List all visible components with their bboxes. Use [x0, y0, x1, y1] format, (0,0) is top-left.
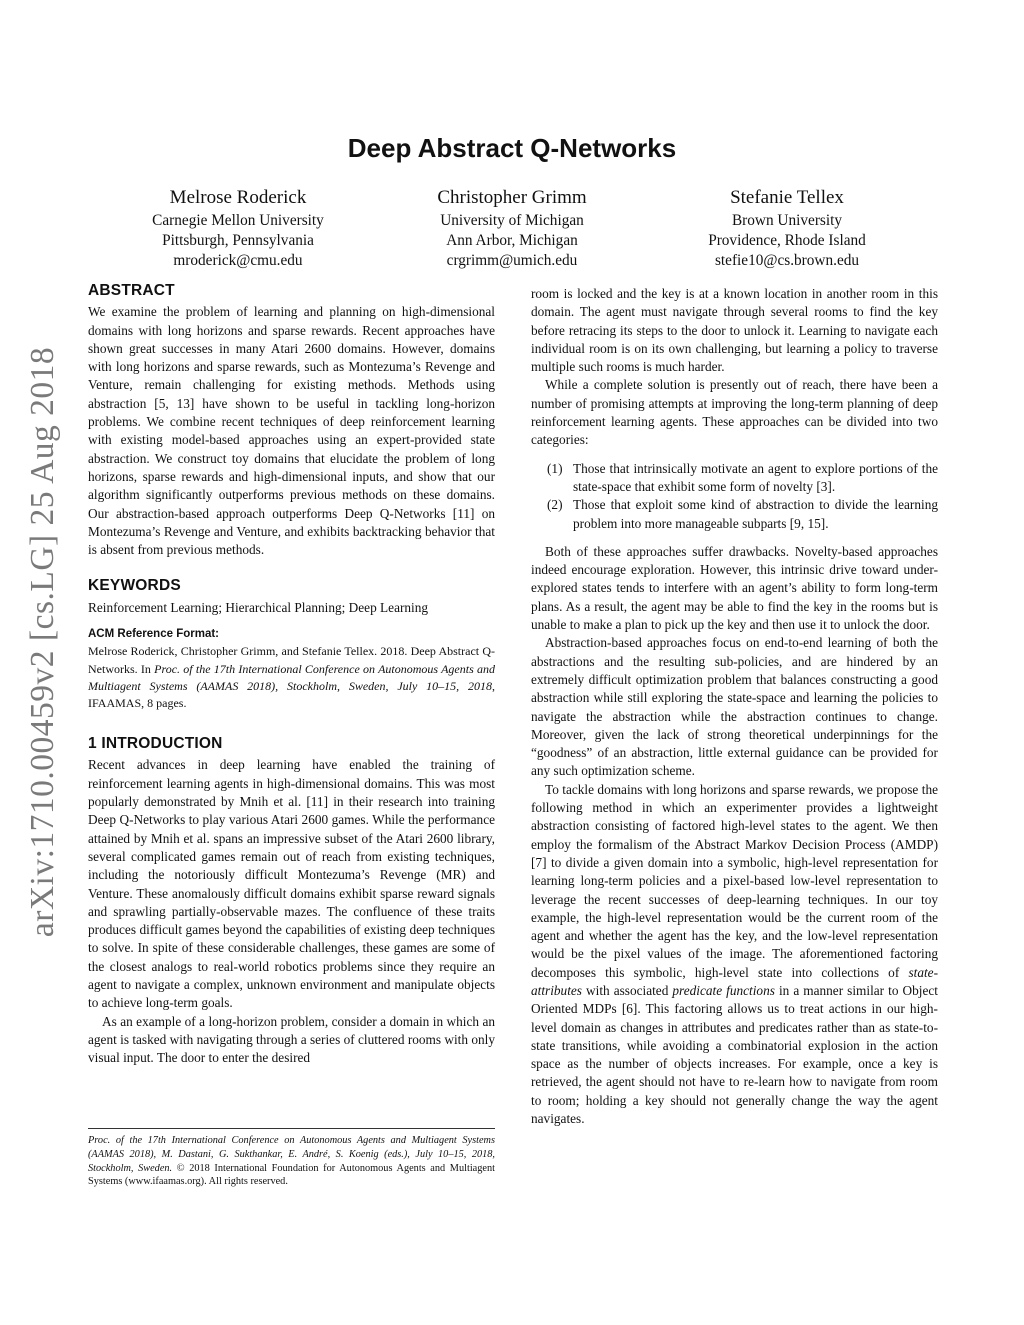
acm-reference-authors: Melrose Roderick, Christopher Grimm, and Stefanie Tellex. 2018. Deep Abstract Q-Networks. In: [88, 644, 495, 676]
list-item: [531, 496, 938, 533]
author-name: Melrose Roderick: [169, 187, 307, 208]
body-paragraph-5-part-b: with associated: [581, 982, 673, 998]
arxiv-stamp: arXiv:1710.00459v2 [cs.LG] 25 Aug 2018: [24, 346, 61, 938]
term-state-attributes: state-attributes: [531, 964, 938, 998]
author-affiliation: Carnegie Mellon University: [152, 212, 324, 229]
author-block-1: [88, 185, 388, 271]
author-email: crgrimm@umich.edu: [446, 252, 578, 269]
body-paragraph-4: Abstraction-based approaches focus on end-to-end learning of both the abstractions and the resulting sub-policies, and are hindered by an extremely difficult optimization problem that balances constructing a good abstraction while still exploring the state-space and learning the policies to navigate the abstraction while the abstraction continues to change. Moreover, given the lack of strong theoretical underpinnings for the “goodness” of an abstraction, little external guidance can be provided for any such optimization scheme.: [531, 635, 938, 779]
left-column: [88, 282, 495, 1068]
keywords-text: Reinforcement Learning; Hierarchical Planning; Deep Learning: [88, 599, 429, 615]
author-location: Pittsburgh, Pennsylvania: [162, 232, 314, 249]
footnote: [88, 1128, 495, 1189]
author-email: mroderick@cmu.edu: [173, 252, 303, 269]
introduction-paragraph-2: As an example of a long-horizon problem, consider a domain in which an agent is tasked with navigating through a series of cluttered rooms with only visual input. The door to enter the desired: [88, 1013, 495, 1066]
author-location: Providence, Rhode Island: [708, 232, 866, 249]
acm-reference-venue: Proc. of the 17th International Conference on Autonomous Agents and Multiagent Systems (AAMAS 2018), Stockholm, Sweden, July 10–15, 2018: [88, 661, 495, 693]
author-name: Stefanie Tellex: [730, 187, 844, 208]
body-paragraph-5-part-a: To tackle domains with long horizons and sparse rewards, we propose the following method in which an experimenter provides a lightweight abstraction consisting of factored high-level states to the agent. We then employ the formalism of the Abstract Markov Decision Process (AMDP) [7] to divide a given domain into a symbolic, high-level representation for learning long-term policies and a pixel-based low-level representation to leverage the recent successes of deep-learning techniques. In our toy example, the high-level representation would be the current room of the agent and whether the agent has the key, and the low-level representation would be the pixel values of the image. The aforementioned factoring decomposes this symbolic, high-level state into collections of: [531, 781, 938, 980]
paper-title: Deep Abstract Q-Networks: [347, 133, 677, 163]
abstract-text: We examine the problem of learning and planning on high-dimensional domains with long horizons and sparse rewards. Recent approaches have shown great successes in many Atari 2600 domains. However, domains with long horizons and sparse rewards, such as Montezuma’s Revenge and Venture, remain challenging for existing methods. Methods using abstraction [5, 13] have shown to be useful in tackling long-horizon problems. We combine recent techniques of deep reinforcement learning with existing model-based approaches using an expert-provided state abstraction. We construct toy domains that elucidate the problem of long horizons, sparse rewards and high-dimensional inputs, and show that our algorithm significantly outperforms previous methods on these domains. Our abstraction-based approach outperforms Deep Q-Networks [11] on Montezuma’s Revenge and Venture, and exhibits backtracking behavior that is absent from previous methods.: [88, 304, 495, 558]
footnote-venue: Proc. of the 17th International Conference on Autonomous Agents and Multiagent Systems (AAMAS 2018), M. Dastani, G. Sukthankar, E. André, S. Koenig (eds.), July 10–15, 2018, Stockholm, Sweden.: [88, 1135, 495, 1174]
list-item-number: (1): [547, 460, 563, 476]
right-column: [531, 285, 938, 1128]
list-item-number: (2): [547, 497, 563, 513]
acm-reference-text: [88, 643, 495, 712]
author-email: stefie10@cs.brown.edu: [714, 252, 860, 269]
term-predicate-functions: predicate functions: [672, 982, 775, 998]
author-affiliation: Brown University: [731, 212, 843, 229]
list-item: [531, 460, 938, 497]
keywords-heading: KEYWORDS: [88, 577, 181, 595]
approach-categories-list: [531, 460, 938, 533]
body-paragraph-5-part-c: in a manner similar to Object Oriented MDPs [6]. This factoring allows us to treat actions in our high-level domain as changes in attributes and predicates rather than as state-to-state transitions, while avoiding a combinatorial explosion in the action space as the number of objects increases. For example, once a key is retrieved, the agent should not have to re-learn how to navigate from room to room; holding a key should not generally change the way the agent navigates.: [531, 982, 938, 1127]
acm-reference-tail: , IFAAMAS, 8 pages.: [88, 678, 495, 710]
body-paragraph-1: room is locked and the key is at a known location in another room in this domain. The agent must navigate through several rooms to find the key before retracing its steps to the door to unlock it. Learning to navigate each individual room is on its own challenging, but learning a policy to traverse multiple such rooms is much harder.: [531, 286, 938, 375]
body-paragraph-2: While a complete solution is presently out of reach, there have been a number of promising attempts at improving the long-term planning of deep reinforcement learning agents. These approaches can be divided into two categories:: [531, 377, 938, 448]
list-item-text: Those that intrinsically motivate an agent to explore portions of the state-space that exhibit some form of novelty [3].: [573, 460, 938, 494]
author-block-3: [637, 185, 937, 271]
author-location: Ann Arbor, Michigan: [446, 232, 578, 249]
footnote-rights: © 2018 International Foundation for Autonomous Agents and Multiagent Systems (www.ifaamas.org). All rights reserved.: [88, 1162, 495, 1188]
acm-reference-heading: ACM Reference Format:: [88, 628, 219, 641]
body-paragraph-3: Both of these approaches suffer drawbacks. Novelty-based approaches indeed encourage exploration. However, this intrinsic drive toward under-explored states tends to interfere with an agent’s ability to form long-term plans. As a result, the agent may be able to find the key in the rooms but is unable to make a plan to pick up the key and then use it to unlock the door.: [531, 543, 938, 633]
body-paragraph-5: [531, 781, 938, 1129]
list-item-text: Those that exploit some kind of abstraction to divide the learning problem into more manageable subparts [9, 15].: [573, 497, 938, 531]
introduction-heading: 1 INTRODUCTION: [88, 735, 223, 753]
abstract-heading: ABSTRACT: [88, 282, 175, 299]
introduction-paragraph-1: Recent advances in deep learning have enabled the training of reinforcement learning agents in high-dimensional domains. This was most popularly demonstrated by Mnih et al. [11] in their research into training Deep Q-Networks to play various Atari 2600 games. While the performance attained by Mnih et al. spans an impressive subset of the Atari 2600 library, several complicated games remain out of reach from existing techniques, including the notoriously difficult Montezuma’s Revenge (MR) and Venture. These anomalously difficult domains exhibit sparse reward signals and sprawling partially-observable mazes. The confluence of these traits produces difficult games beyond the capabilities of existing deep techniques to solve. In spite of these considerable challenges, these games are some of the closest analogs to real-world robotics problems since they require an agent to navigate a complex, unknown environment and manipulate objects to achieve long-term goals.: [88, 757, 495, 1011]
author-name: Christopher Grimm: [437, 187, 587, 208]
author-block-2: [362, 185, 662, 271]
author-affiliation: University of Michigan: [440, 212, 584, 229]
